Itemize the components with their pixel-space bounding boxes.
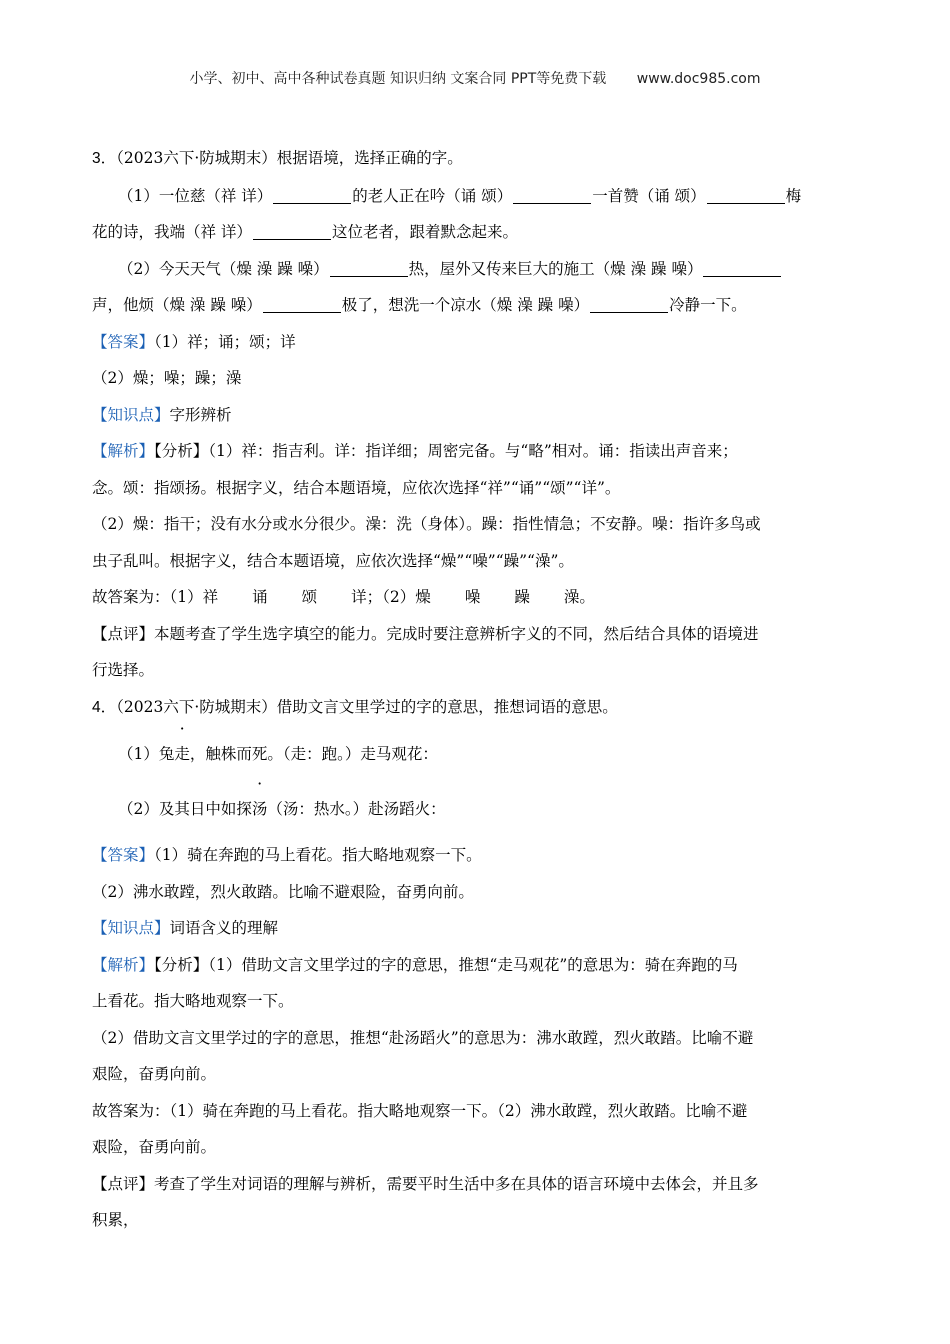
- text-segment: （汤：热水。）赴汤蹈火：: [267, 799, 446, 818]
- header-site-link[interactable]: www.doc985.com: [636, 71, 761, 87]
- answer-row: [92, 360, 862, 397]
- analysis-text: （1）借助文言文里学过的字的意思，推想“走马观花”的意思为：骑在奔跑的马: [208, 955, 738, 974]
- knowledge-row: [92, 397, 862, 434]
- analysis-prefix: 【分析】: [154, 442, 209, 460]
- emphasis-dotted-char: 走: [174, 745, 190, 763]
- answer-text: （2）沸水敢蹚，烈火敢踏。比喻不避艰险，奋勇向前。: [92, 882, 474, 901]
- page-header: [0, 68, 950, 88]
- analysis-row: [92, 1056, 862, 1093]
- comment-row: [92, 616, 862, 653]
- comment-text: 本题考查了学生选字填空的能力。完成时要注意辨析字义的不同，然后结合具体的语境进: [154, 624, 759, 643]
- fill-blank[interactable]: [707, 187, 785, 204]
- comment-tag: 【点评】: [92, 1174, 155, 1193]
- analysis-row: [92, 947, 862, 984]
- analysis-text: 艰险，奋勇向前。: [92, 1065, 217, 1083]
- question-3-part2-line2: [92, 287, 862, 324]
- analysis-text: 上看花。指大略地观察一下。: [92, 992, 294, 1010]
- knowledge-text: 字形辨析: [169, 405, 232, 424]
- final-char: 燥: [415, 588, 431, 606]
- analysis-prefix: 【分析】: [154, 955, 209, 974]
- text-segment: （2）及其日中如探: [118, 799, 252, 818]
- fill-blank[interactable]: [703, 260, 781, 277]
- final-label: 故答案为：（1）: [92, 588, 203, 606]
- final-char: 澡。: [563, 588, 595, 606]
- comment-row: [92, 1202, 862, 1239]
- emphasis-dotted-char: 汤: [251, 799, 268, 818]
- text-segment: 声，他烦（燥 澡 躁 噪）: [92, 296, 262, 314]
- analysis-row: [92, 543, 862, 580]
- analysis-row: [92, 506, 862, 543]
- question-4-item2: [92, 791, 862, 828]
- text-segment: ，触株而死。（走：跑。）走马观花：: [189, 745, 438, 763]
- analysis-text: （1）祥：指吉利。详：指详细；周密完备。与“略”相对。诵：指读出声音来；: [208, 442, 738, 460]
- question-stem-text: （2023六下·防城期末）根据语境，选择正确的字。: [116, 149, 463, 167]
- final-text: 艰险，奋勇向前。: [92, 1138, 217, 1156]
- text-segment: （2）今天天气（燥 澡 躁 噪）: [118, 259, 329, 278]
- analysis-tag: 【解析】: [92, 442, 155, 460]
- comment-text: 行选择。: [92, 661, 155, 679]
- text-segment: 冷静一下。: [669, 296, 747, 314]
- final-char: 详；（2）: [351, 588, 416, 606]
- question-3-part2-line1: [92, 251, 862, 288]
- answer-tag: 【答案】: [92, 846, 155, 864]
- final-char: 躁: [514, 588, 530, 606]
- fill-blank[interactable]: [253, 223, 331, 240]
- answer-row: [92, 324, 862, 361]
- question-stem-text: （2023六下·防城期末）借助文言文里学过的字的意思，推想词语的意思。: [116, 697, 618, 716]
- comment-text: 积累，: [92, 1211, 139, 1229]
- final-answer-row: [92, 1093, 862, 1130]
- text-segment: 梅: [785, 186, 802, 205]
- knowledge-row: [92, 910, 862, 947]
- analysis-text: （2）燥：指干；没有水分或水分很少。澡：洗（身体）。躁：指性情急；不安静。噪：指许多鸟或: [92, 515, 761, 533]
- question-3-part1-line1: [92, 178, 862, 215]
- text-segment: 的老人正在吟（诵 颂）: [352, 186, 513, 205]
- question-4-item1: [92, 736, 862, 773]
- comment-row: [92, 1166, 862, 1203]
- final-char: 诵: [252, 588, 268, 606]
- knowledge-tag: 【知识点】: [92, 405, 170, 424]
- analysis-tag: 【解析】: [92, 955, 155, 974]
- answer-text: （2）燥；噪；躁；澡: [92, 369, 242, 387]
- comment-tag: 【点评】: [92, 624, 155, 643]
- text-segment: 这位老者，跟着默念起来。: [331, 223, 518, 241]
- text-segment: （1）兔: [118, 745, 175, 763]
- header-text: 小学、初中、高中各种试卷真题 知识归纳 文案合同 PPT等免费下载: [189, 71, 607, 87]
- final-answer-row: [92, 1129, 862, 1166]
- analysis-row: [92, 470, 862, 507]
- final-char: 颂: [301, 588, 318, 606]
- text-segment: 热，屋外又传来巨大的施工（燥 澡 躁 噪）: [408, 259, 703, 278]
- comment-text: 考查了学生对词语的理解与辨析，需要平时生活中多在具体的语言环境中去体会，并且多: [154, 1174, 759, 1193]
- fill-blank[interactable]: [590, 296, 668, 313]
- analysis-text: 虫子乱叫。根据字义，结合本题语境，应依次选择“燥”“噪”“躁”“澡”。: [92, 551, 574, 570]
- analysis-text: 念。颂：指颂扬。根据字义，结合本题语境，应依次选择“祥”“诵”“颂”“详”。: [92, 478, 621, 497]
- knowledge-tag: 【知识点】: [92, 919, 170, 937]
- question-4-stem: [92, 689, 862, 727]
- question-number: 4．: [92, 698, 117, 716]
- question-number: 3．: [92, 150, 117, 167]
- question-3-stem: [92, 140, 862, 178]
- text-segment: 极了，想洗一个凉水（燥 澡 躁 噪）: [341, 296, 590, 314]
- question-3-part1-line2: [92, 214, 862, 251]
- final-answer-row: [92, 579, 862, 616]
- knowledge-text: 词语含义的理解: [169, 919, 279, 937]
- analysis-row: [92, 983, 862, 1020]
- text-segment: 一首赞（诵 颂）: [592, 186, 706, 205]
- text-segment: 花的诗，我端（祥 详）: [92, 223, 252, 241]
- final-text: 故答案为：（1）骑在奔跑的马上看花。指大略地观察一下。（2）沸水敢蹚，烈火敢踏。比喻不避: [92, 1101, 748, 1120]
- answer-text: （1）骑在奔跑的马上看花。指大略地观察一下。: [154, 846, 482, 864]
- fill-blank[interactable]: [330, 260, 408, 277]
- final-char: 噪: [464, 588, 481, 606]
- analysis-row: [92, 433, 862, 470]
- answer-tag: 【答案】: [92, 332, 155, 351]
- comment-row: [92, 652, 862, 689]
- text-segment: （1）一位慈（祥 详）: [118, 186, 273, 205]
- analysis-row: [92, 1020, 862, 1057]
- answer-row: [92, 874, 862, 911]
- document-body: [92, 140, 862, 1239]
- final-char: 祥: [202, 588, 219, 606]
- answer-row: [92, 837, 862, 874]
- fill-blank[interactable]: [513, 187, 591, 204]
- fill-blank[interactable]: [273, 187, 351, 204]
- answer-text: （1）祥；诵；颂；详: [154, 332, 296, 351]
- analysis-text: （2）借助文言文里学过的字的意思，推想“赴汤蹈火”的意思为：沸水敢蹚，烈火敢踏。比喻不避: [92, 1028, 754, 1047]
- fill-blank[interactable]: [263, 296, 341, 313]
